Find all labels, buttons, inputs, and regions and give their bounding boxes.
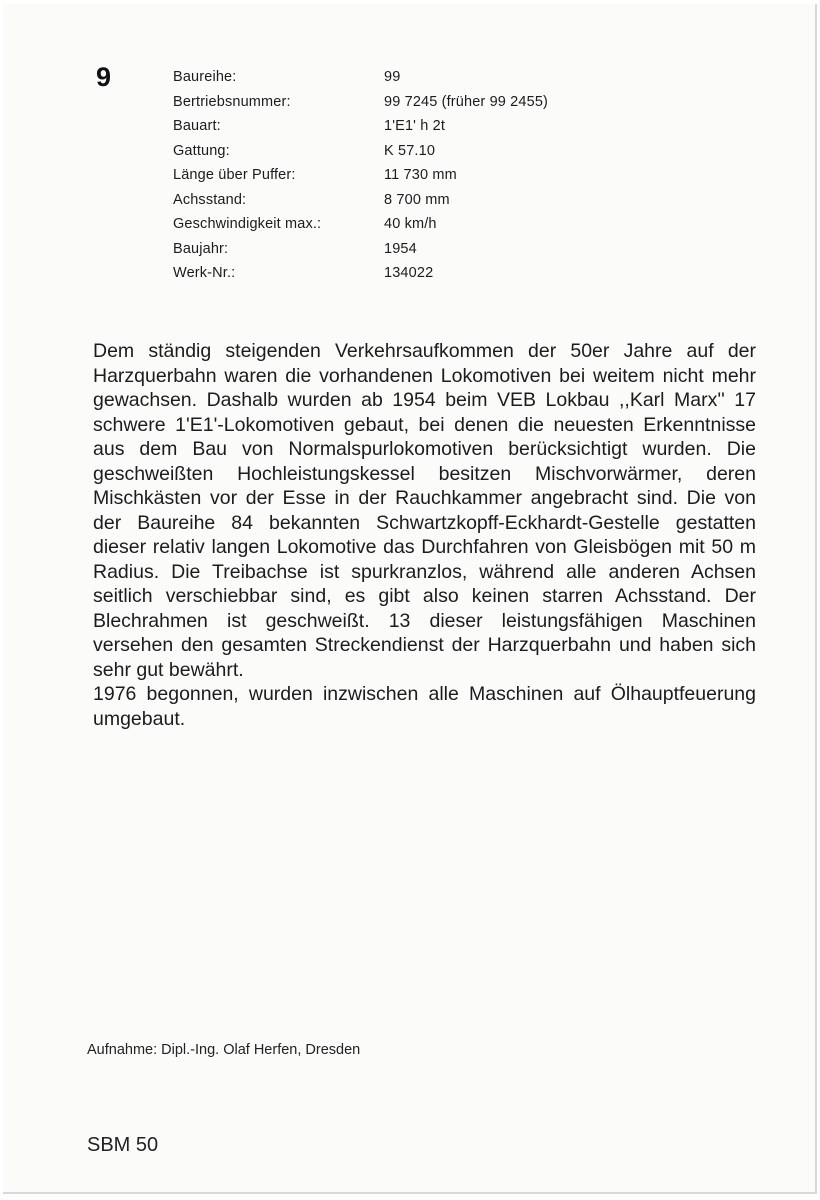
spec-label: Werk-Nr.: xyxy=(173,265,236,282)
spec-value: 1954 xyxy=(384,240,417,257)
spec-row xyxy=(173,163,548,188)
spec-label: Länge über Puffer: xyxy=(173,167,296,184)
spec-value: K 57.10 xyxy=(384,142,436,159)
spec-value: 1'E1' h 2t xyxy=(384,118,446,135)
spec-value: 40 km/h xyxy=(384,216,437,233)
postcard-back xyxy=(3,4,817,1194)
spec-label: Geschwindigkeit max.: xyxy=(173,216,322,233)
spec-label: Baureihe: xyxy=(173,69,237,86)
card-number: 9 xyxy=(96,62,112,92)
spec-label: Achsstand: xyxy=(173,191,247,208)
description-paragraph: 1976 begonnen, wurden inzwischen alle Maschinen auf Ölhauptfeuerung umgebaut. xyxy=(93,683,756,730)
spec-label: Bertriebsnummer: xyxy=(173,93,291,110)
spec-row xyxy=(173,139,548,164)
spec-row xyxy=(173,114,548,139)
spec-row xyxy=(173,261,548,286)
spec-label: Gattung: xyxy=(173,142,230,159)
description-paragraph: Dem ständig steigenden Verkehrsaufkommen der 50er Jahre auf der Harzquerbahn waren die vorhandenen Lokomotiven bei weitem nicht mehr gewachsen. Dashalb wurden ab 1954 beim VEB Lokbau ,,Karl Marx'' 17 schwere 1'E1'-Lokomotiven gebaut, bei denen die neuesten Erkenntnisse aus dem Bau von Normalspurlokomotiven berücksichtigt wurden. Die geschweißten Hochleistungskessel besitzen Mischvorwärmer, deren Mischkästen vor der Esse in der Rauchkammer angebracht sind. Die von der Baureihe 84 bekannten Schwartzkopff-Eckhardt-Gestelle gestatten dieser relativ langen Lokomotive das Durchfahren von Gleisbögen mit 50 m Radius. Die Treibachse ist spurkranzlos, während alle anderen Achsen seitlich verschiebbar sind, es gibt also keinen starren Achsstand. Der Blechrahmen ist geschweißt. 13 dieser leistungsfähigen Maschinen versehen den gesamten Streckendienst der Harzquerbahn und haben sich sehr gut bewährt. xyxy=(93,340,756,681)
spec-value: 134022 xyxy=(384,265,434,282)
spec-row xyxy=(173,237,548,262)
series-code: SBM 50 xyxy=(87,1134,159,1156)
spec-value: 8 700 mm xyxy=(384,191,450,208)
photo-credit: Aufnahme: Dipl.-Ing. Olaf Herfen, Dresden xyxy=(87,1042,361,1058)
spec-value: 99 xyxy=(384,69,401,86)
spec-label: Baujahr: xyxy=(173,240,229,257)
spec-row xyxy=(173,212,548,237)
spec-row xyxy=(173,90,548,115)
spec-value: 99 7245 (früher 99 2455) xyxy=(384,93,549,110)
spec-label: Bauart: xyxy=(173,118,221,135)
description-text xyxy=(93,339,756,731)
spec-row xyxy=(173,188,548,213)
spec-value: 11 730 mm xyxy=(384,167,457,184)
spec-row xyxy=(173,65,548,90)
spec-table xyxy=(173,65,548,286)
